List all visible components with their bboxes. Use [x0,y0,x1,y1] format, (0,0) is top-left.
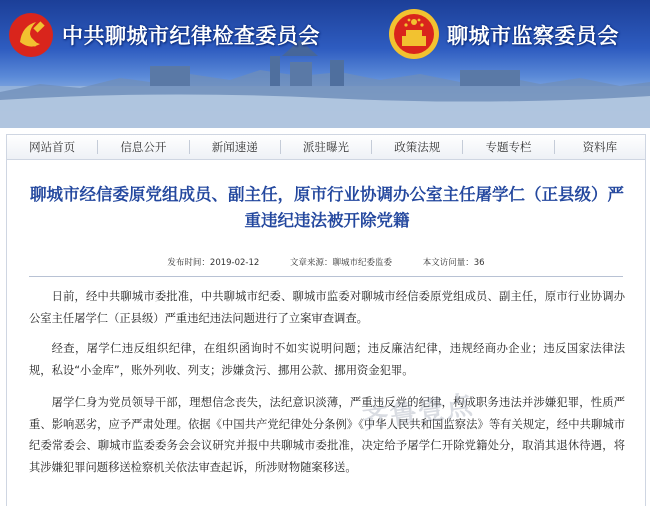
article-panel [6,160,646,506]
article-paragraph: 经查，屠学仁违反组织纪律，在组织函询时不如实说明问题；违反廉洁纪律，违规经商办企业；违反国家法律法规，私设“小金库”，账外列收、列支；涉嫌贪污、挪用公款、挪用资金犯罪。 [29,342,625,377]
nav-item-policies[interactable]: 政策法规 [372,140,463,154]
nav-item-home[interactable]: 网站首页 [7,140,98,154]
nav-item-exposure[interactable]: 派驻曝光 [281,140,372,154]
article-paragraph: 屠学仁身为党员领导干部，理想信念丧失，法纪意识淡薄，严重违反党的纪律，构成职务违法并涉嫌犯罪，性质严重、影响恶劣，应予严肃处理。依据《中国共产党纪律处分条例》《中华人民共和国监察法》等有关规定，经中共聊城市纪委常委会、聊城市监委委务会会议研究并报中共聊城市委批准，决定给予屠学仁开除党籍处分，取消其退休待遇，将其涉嫌犯罪问题移送检察机关依法审查起诉，所涉财物随案移送。 [29,396,625,474]
site-title-supervision: 聊城市监察委员会 [447,24,619,48]
nav-item-info-disclosure[interactable]: 信息公开 [98,140,189,154]
article-meta [7,256,645,268]
national-emblem-icon [388,6,440,62]
nav-item-library[interactable]: 资料库 [582,140,618,154]
nav-item-special-topics[interactable]: 专题专栏 [463,140,554,154]
view-count: 本文访问量：36 [422,258,485,268]
site-title-commission: 中共聊城市纪律检查委员会 [62,24,320,48]
main-nav [6,134,646,160]
party-emblem-icon [8,12,54,58]
title-divider [29,276,623,277]
nav-item-news[interactable]: 新闻速递 [190,140,281,154]
watermark: 齐鲁壹点 [360,390,476,436]
article-source: 文章来源：聊城市纪委监委 [290,258,393,268]
site-banner [0,0,650,128]
publish-date: 发布时间：2019-02-12 [167,258,260,268]
article-paragraph: 日前，经中共聊城市委批准，中共聊城市纪委、聊城市监委对聊城市经信委原党组成员、副主任，原市行业协调办公室主任屠学仁（正县级）严重违纪违法问题进行了立案审查调查。 [29,290,625,325]
article-title: 聊城市经信委原党组成员、副主任，原市行业协调办公室主任屠学仁（正县级）严重违纪违法被开除党籍 [30,185,624,230]
